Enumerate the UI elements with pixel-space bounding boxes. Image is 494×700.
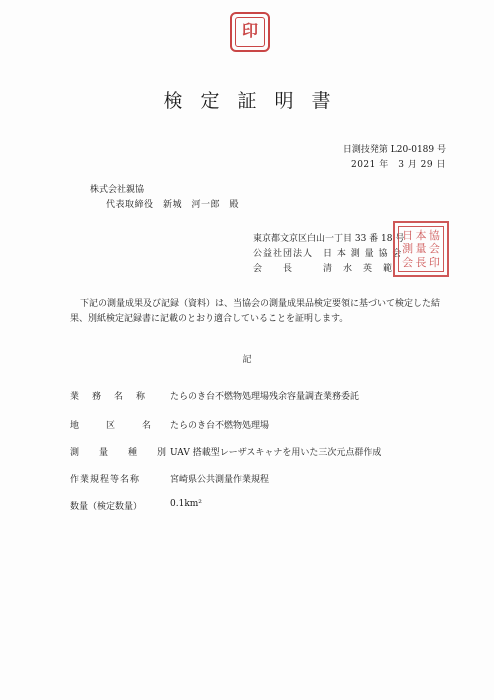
item-value-business-name: たらのき台不燃物処理場残余容量調査業務委託: [170, 392, 360, 402]
document-date: 2021 年 3 月 29 日: [350, 160, 446, 170]
top-seal-stamp: [230, 12, 270, 52]
seal-glyph: 測: [402, 242, 414, 256]
seal-glyph: 本: [415, 229, 427, 242]
item-value-district: たらのき台不燃物処理場: [170, 421, 270, 431]
seal-glyph: 印: [428, 255, 440, 269]
recipient-person: 代表取締役 新城 河一郎 殿: [106, 200, 240, 210]
top-seal-glyph: 印: [241, 21, 258, 40]
issuer-representative: 会 長 清 水 英 範: [253, 264, 394, 274]
official-seal-glyphs: [401, 229, 441, 269]
seal-glyph: 会: [402, 255, 414, 269]
document-number: 日測技発第 L20-0189 号: [342, 145, 446, 155]
item-label-work-regulation: 作業規程等名称: [70, 475, 141, 485]
seal-glyph: 量: [415, 242, 427, 256]
seal-glyph: 会: [428, 242, 440, 256]
document-title: 検定証明書: [163, 90, 349, 112]
issuer-address: 東京都文京区白山一丁目 33 番 18 号: [253, 234, 405, 244]
item-label-survey-type: 測量種別: [70, 448, 187, 458]
official-seal-stamp: [393, 221, 449, 277]
item-label-business-name: 業務名称: [70, 392, 159, 402]
seal-glyph: 日: [402, 229, 414, 242]
certification-statement: 下記の測量成果及び記録（資料）は、当協会の測量成果品検定要領に基づいて検定した結果、別紙検定記録書に記載のとおり適合していることを証明します。: [70, 299, 441, 324]
issuer-organization: 公益社団法人 日 本 測 量 協 会: [253, 249, 403, 259]
item-label-quantity: 数量（検定数量）: [70, 502, 143, 512]
item-value-survey-type: UAV 搭載型レーザスキャナを用いた三次元点群作成: [170, 448, 382, 458]
item-value-quantity: 0.1km²: [170, 499, 202, 509]
item-label-district: 地区名: [70, 421, 179, 431]
item-value-work-regulation: 宮崎県公共測量作業規程: [170, 475, 270, 485]
seal-glyph: 協: [428, 229, 440, 242]
ki-heading: 記: [242, 355, 252, 365]
recipient-company: 株式会社親協: [90, 185, 145, 195]
seal-glyph: 長: [415, 255, 427, 269]
